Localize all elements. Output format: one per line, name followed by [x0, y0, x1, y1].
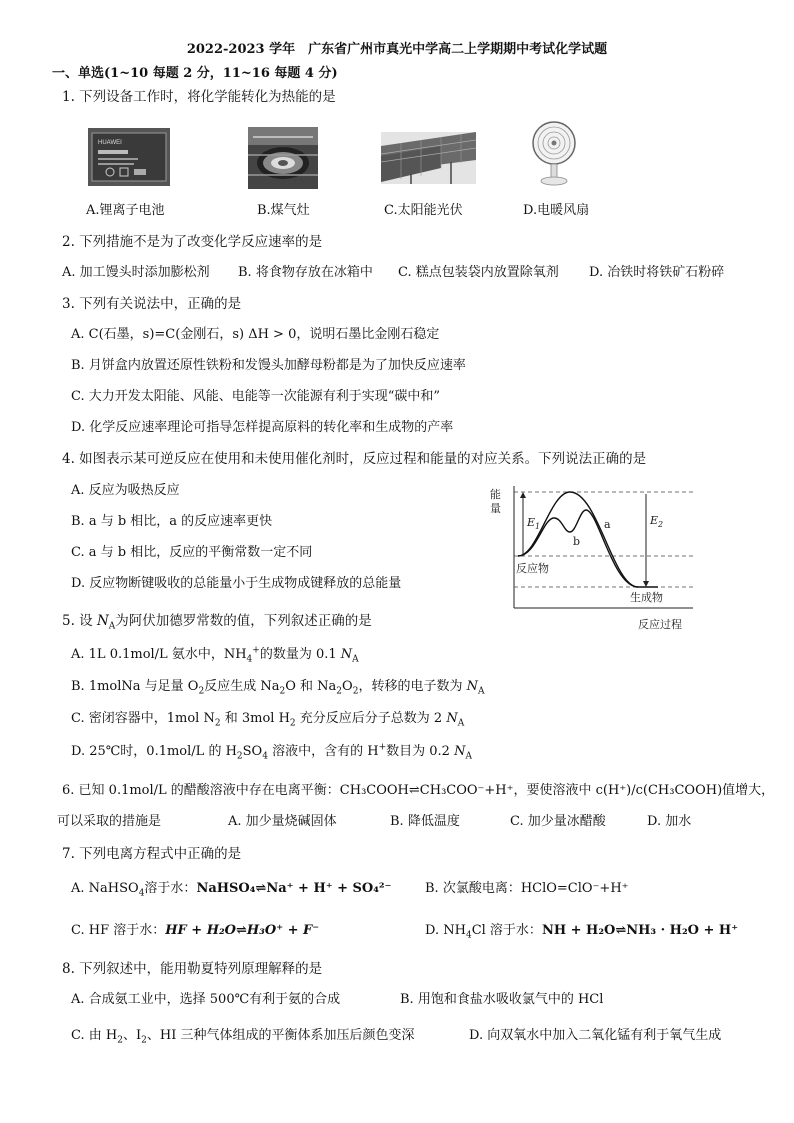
q7-option-a: A. NaHSO$_4$溶于水：NaHSO₄⇌Na⁺ + H⁺ + SO₄²⁻: [71, 881, 392, 899]
q1-stem: 1. 下列设备工作时，将化学能转化为热能的是: [62, 89, 336, 105]
q5-option-c: C. 密闭容器中，1mol $N_2$ 和 3mol $H_2$ 充分反应后分子总数为 2 $N_A$: [71, 711, 465, 729]
battery-brand: HUAWEI: [98, 140, 122, 146]
q8-option-b: B. 用饱和食盐水吸收氯气中的 HCl: [400, 992, 604, 1007]
q3-option-c: C. 大力开发太阳能、风能、电能等一次能源有利于实现“碳中和”: [71, 389, 441, 404]
e1-label: $E_1$: [527, 516, 541, 531]
heater-fan-icon: [531, 117, 577, 189]
q8-option-a: A. 合成氨工业中，选择 500℃有利于氨的合成: [71, 992, 341, 1007]
reactant-label: 反应物: [516, 562, 549, 575]
battery-image: [88, 128, 170, 186]
q6-option-a: A. 加少量烧碱固体: [228, 814, 337, 829]
page-title: 2022-2023 学年 广东省广州市真光中学高二上学期期中考试化学试题: [186, 42, 608, 57]
q3-option-b: B. 月饼盒内放置还原性铁粉和发馒头加酵母粉都是为了加快反应速率: [71, 358, 466, 373]
curve-a-label: a: [604, 518, 611, 531]
q4-option-b: B. a 与 b 相比，a 的反应速率更快: [71, 514, 273, 529]
q5-option-d: D. 25℃时，0.1mol/L 的 $H_2SO_4$ 溶液中，含有的 H+数目为 0.2 $N_A$: [71, 742, 472, 762]
q7-option-b: B. 次氯酸电离：HClO=ClO⁻+H⁺: [425, 881, 629, 896]
q2-option-b: B. 将食物存放在冰箱中: [238, 265, 373, 280]
q4-stem: 4. 如图表示某可逆反应在使用和未使用催化剂时，反应过程和能量的对应关系。下列说法正确的是: [62, 451, 647, 467]
battery-icon: [88, 128, 170, 186]
q7-stem: 7. 下列电离方程式中正确的是: [62, 846, 242, 862]
q6-stem-line2: 可以采取的措施是: [57, 814, 162, 829]
q2-option-c: C. 糕点包装袋内放置除氧剂: [398, 265, 559, 280]
q7-option-c: C. HF 溶于水：HF + H₂O⇌H₃O⁺ + F⁻: [71, 923, 320, 938]
q6-option-c: C. 加少量冰醋酸: [510, 814, 606, 829]
q7-option-d: D. $NH_4Cl$ 溶于水：NH + H₂O⇌NH₃ · H₂O + H⁺: [425, 923, 739, 941]
q8-option-d: D. 向双氧水中加入二氧化锰有利于氧气生成: [469, 1028, 722, 1043]
q1-option-d: D.电暖风扇: [523, 203, 590, 218]
section-heading: 一、单选(1~10 每题 2 分，11~16 每题 4 分): [52, 66, 338, 81]
y-axis-label-1: 能: [490, 488, 501, 501]
q5-option-b: B. 1molNa 与足量 $O_2$反应生成 $Na_2O$ 和 $Na_2O_2$，转移的电子数为 $N_A$: [71, 679, 485, 697]
electric-heater-image: [531, 117, 577, 189]
q4-option-d: D. 反应物断键吸收的总能量小于生成物成键释放的总能量: [71, 576, 402, 591]
q1-option-c: C.太阳能光伏: [384, 203, 463, 218]
q4-option-c: C. a 与 b 相比，反应的平衡常数一定不同: [71, 545, 313, 560]
q6-stem-line1: 6. 已知 0.1mol/L 的醋酸溶液中存在电离平衡：CH₃COOH⇌CH₃COO⁻+H⁺，要使溶液中 c(H⁺)/c(CH₃COOH)值增大，: [62, 783, 775, 798]
solar-panel-icon: [381, 132, 476, 184]
solar-panel-image: [381, 132, 476, 184]
q5-stem: 5. 设 $N_A$为阿伏加德罗常数的值，下列叙述正确的是: [62, 613, 372, 632]
gas-stove-image: [248, 127, 318, 189]
q8-option-c: C. 由 $H_2$、$I_2$、HI 三种气体组成的平衡体系加压后颜色变深: [71, 1028, 415, 1046]
x-axis-label: 反应过程: [638, 618, 682, 631]
q3-stem: 3. 下列有关说法中，正确的是: [62, 296, 242, 312]
q2-option-a: A. 加工馒头时添加膨松剂: [62, 265, 210, 280]
q1-option-b: B.煤气灶: [257, 203, 310, 218]
curve-b-label: b: [573, 535, 581, 548]
q6-option-d: D. 加水: [647, 814, 692, 829]
q5-option-a: A. 1L 0.1mol/L 氨水中，$NH_4^+$的数量为 0.1 $N_A$: [71, 645, 359, 665]
q4-option-a: A. 反应为吸热反应: [71, 483, 180, 498]
gas-stove-icon: [248, 127, 318, 189]
q8-stem: 8. 下列叙述中，能用勒夏特列原理解释的是: [62, 961, 323, 977]
e2-label: $E_2$: [650, 514, 664, 529]
q3-option-d: D. 化学反应速率理论可指导怎样提高原料的转化率和生成物的产率: [71, 420, 454, 435]
energy-diagram: [488, 480, 698, 632]
y-axis-label-2: 量: [490, 502, 501, 515]
product-label: 生成物: [630, 591, 663, 604]
q2-stem: 2. 下列措施不是为了改变化学反应速率的是: [62, 234, 323, 250]
q1-option-a: A.锂离子电池: [86, 203, 165, 218]
q6-option-b: B. 降低温度: [390, 814, 460, 829]
q3-option-a: A. C(石墨，s)=C(金刚石，s) ΔH > 0，说明石墨比金刚石稳定: [71, 327, 440, 342]
q2-option-d: D. 冶铁时将铁矿石粉碎: [589, 265, 725, 280]
